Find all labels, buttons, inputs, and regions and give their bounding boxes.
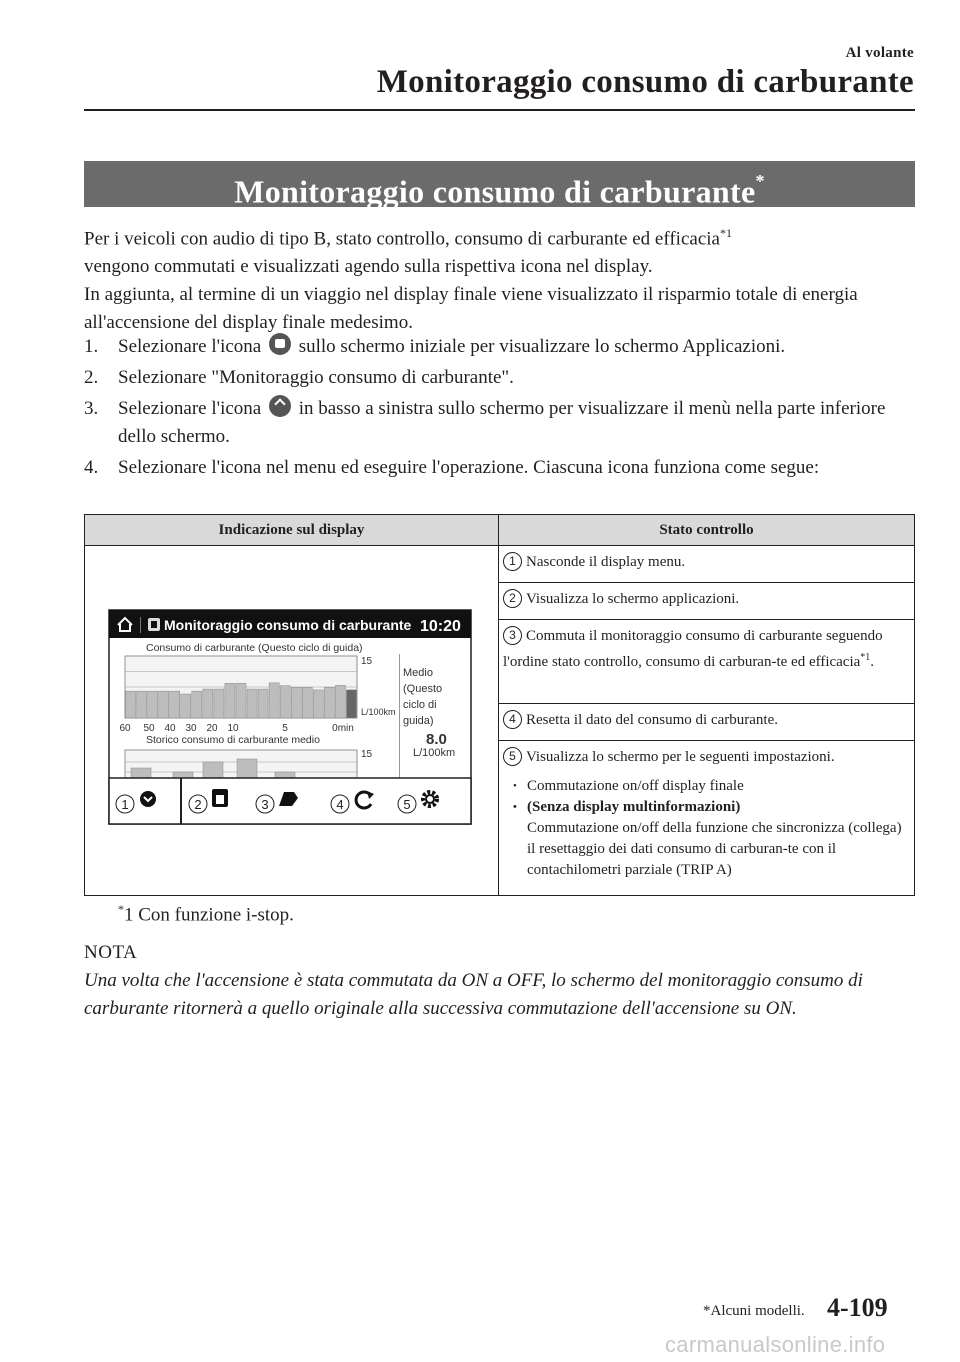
chart1-bar — [203, 689, 213, 718]
screen-clock: 10:20 — [420, 618, 461, 635]
chart1-bar — [236, 683, 246, 718]
display-illustration-cell — [85, 546, 499, 896]
chart1-xtick: 30 — [185, 723, 197, 734]
chart1-bar — [159, 691, 169, 718]
titlebar-divider — [140, 617, 141, 633]
chart1-area — [125, 656, 357, 718]
chart1-xtick: 10 — [227, 723, 239, 734]
applications-icon — [269, 333, 291, 355]
intro-line2: vengono commutati e visualizzati agendo sulla rispettiva icona nel display. — [84, 256, 653, 278]
step-2: 2. Selezionare "Monitoraggio consumo di carburante". — [84, 367, 514, 388]
chart1-unit: L/100km — [361, 707, 396, 717]
control-table — [84, 514, 915, 896]
intro-paragraph — [84, 219, 916, 337]
applications-icon[interactable] — [212, 789, 228, 807]
step-1: 1. Selezionare l'icona sullo schermo iniziale per visualizzare lo schermo Applicazioni. — [84, 333, 916, 361]
chart1-xtick: 40 — [164, 723, 176, 734]
chart1-xtick: 0min — [332, 723, 354, 734]
step-4: 4. Selezionare l'icona nel menu ed eseguire l'operazione. Ciascuna icona funziona come segue: — [84, 457, 820, 478]
nota-text: Una volta che l'accensione è stata commutata da ON a OFF, lo schermo del monitoraggio consumo di carburante ritornerà a quello originale alla successiva commutazione dell'accensione su ON. — [84, 970, 863, 1019]
side-label-2: (Questo — [403, 683, 443, 695]
chart1-bar — [137, 691, 147, 718]
chart1-bar — [258, 689, 268, 718]
chart1-bar — [280, 686, 290, 718]
intro-line3: In aggiunta, al termine di un viaggio nel display finale viene visualizzato il risparmio totale di energia all'accensione del display finale medesimo. — [84, 284, 858, 334]
chart1-bar — [313, 690, 323, 718]
chart1-bar — [192, 691, 202, 718]
section-banner — [84, 161, 915, 210]
chart1-bar — [302, 687, 312, 718]
menu-number: 4 — [336, 797, 344, 812]
chart1-ymax: 15 — [361, 656, 373, 667]
chart1-bar — [126, 691, 136, 718]
chart1-xtick: 60 — [119, 723, 131, 734]
chart1-bar — [225, 683, 235, 718]
chart2-label: Storico consumo di carburante medio — [146, 734, 320, 746]
chart2-bar — [173, 772, 193, 778]
chart2-ymax: 15 — [361, 749, 373, 760]
chart1-bar — [269, 683, 279, 718]
steps-list — [84, 333, 916, 485]
footer-models-note: *Alcuni modelli. — [703, 1303, 805, 1319]
side-unit: L/100km — [413, 747, 456, 759]
side-label-3: ciclo di — [403, 699, 437, 711]
table-header-status: Stato controllo — [499, 515, 915, 546]
chart1-bar — [214, 689, 224, 718]
chart1-xtick: 5 — [282, 723, 288, 734]
header-title: Monitoraggio consumo di carburante — [376, 64, 914, 100]
chart1-label: Consumo di carburante (Questo ciclo di guida) — [146, 642, 363, 654]
chart1-bar — [181, 694, 191, 718]
chart1-bar — [247, 689, 257, 718]
side-value: 8.0 — [426, 731, 447, 748]
chart1-xtick: 50 — [143, 723, 155, 734]
bullet-continuation: Commutazione on/off della funzione che sincronizza (collega) il resettaggio dei dati consumo di carburan-te con il contachilometri parziale (TRIP A) — [527, 820, 902, 878]
chart1-bar — [324, 687, 334, 718]
menu-number: 3 — [261, 797, 269, 812]
bullet-item: • (Senza display multinformazioni) — [503, 797, 910, 818]
header-rule — [84, 109, 915, 111]
applications-icon — [148, 618, 160, 631]
bullet-item: • Commutazione on/off display finale — [503, 776, 910, 797]
table-header-display: Indicazione sul display — [85, 515, 499, 546]
chart2-area — [125, 750, 357, 778]
status-row-2: 2 Visualizza lo schermo applicazioni. — [499, 582, 915, 619]
step-3: 3. Selezionare l'icona in basso a sinistra sullo schermo per visualizzare il menù nella parte inferiore dello schermo. — [84, 395, 916, 451]
status-row-5: 5 Visualizza lo schermo per le seguenti impostazioni. • Commutazione on/off display finale • (Senza display multinformazioni) Commutazione on/off della funzione che sincronizza (collega) il resettaggio dei dati consumo di carburan-te con il contachilometri parziale (TRIP A) — [499, 741, 915, 896]
chart2-bar — [131, 768, 151, 778]
chart2-bar — [237, 759, 257, 778]
screen-illustration — [85, 546, 498, 888]
intro-line1: Per i veicoli con audio di tipo B, stato controllo, consumo di carburante ed efficacia — [84, 228, 720, 250]
status-row-1: 1 Nasconde il display menu. — [499, 546, 915, 583]
side-label-1: Medio — [403, 667, 433, 679]
status-row-3: 3 Commuta il monitoraggio consumo di carburante seguendo l'ordine stato controllo, consumo di carburan-te ed efficacia$^{*1}$. — [499, 619, 915, 703]
chart2-bar — [203, 762, 223, 778]
page-number: 4-109 — [827, 1293, 888, 1322]
banner-mark: * — [755, 171, 765, 191]
footnote: *1 Con funzione i-stop. — [118, 902, 294, 926]
chevron-down-icon[interactable] — [140, 791, 156, 807]
nota-heading: NOTA — [84, 942, 138, 963]
menu-number: 2 — [194, 797, 202, 812]
chart1-bar — [346, 690, 356, 718]
chevron-down-icon — [269, 395, 291, 417]
chart1-bar — [148, 691, 158, 718]
watermark: carmanualsonline.info — [665, 1332, 886, 1357]
screen-title: Monitoraggio consumo di carburante — [164, 617, 412, 633]
side-label-4: guida) — [403, 715, 434, 727]
status-row-4: 4 Resetta il dato del consumo di carburante. — [499, 704, 915, 741]
chart2-bar — [275, 772, 295, 778]
chart1-xtick: 20 — [206, 723, 218, 734]
menu-number: 5 — [403, 797, 411, 812]
menu-number: 1 — [121, 797, 129, 812]
chart1-bar — [291, 687, 301, 718]
chart1-bar — [170, 691, 180, 718]
banner-title: Monitoraggio consumo di carburante — [234, 173, 756, 210]
intro-footnote-mark: *1 — [719, 226, 732, 240]
chart1-bar — [335, 685, 345, 718]
header-section: Al volante — [845, 45, 914, 61]
